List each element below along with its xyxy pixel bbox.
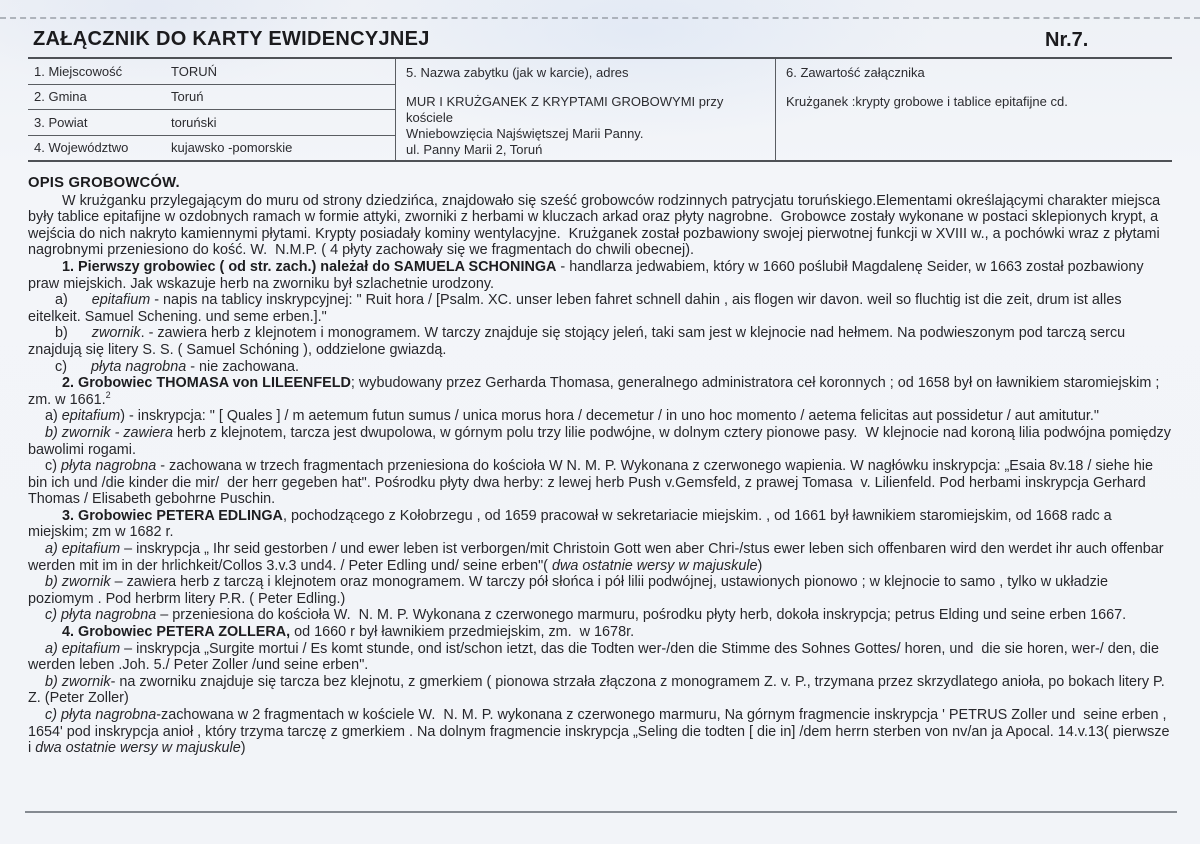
table-row: [28, 85, 395, 111]
document-body: [28, 175, 1174, 757]
text-run: a) epitafium: [45, 541, 121, 558]
field-value: kujawsko -pomorskie: [171, 140, 293, 156]
text-run: b): [55, 325, 92, 342]
section-heading: OPIS GROBOWCÓW.: [28, 175, 180, 191]
text-run: c) płyta nagrobna: [45, 607, 157, 624]
text-run: - na zworniku znajduje się tarcza bez klejnotu, z gmerkiem ( pionowa strzała złączona z monogramem Z. v. P., trzymana przez skrzydlatego anioła, po bokach litery P. Z. (Peter Zoller): [28, 673, 1169, 707]
text-run: - zachowana w trzech fragmentach przeniesiona do kościoła W N. M. P. Wykonana z czerwonego wapienia. W nagłówku inskrypcja: „Esaia 8v.18 / siehe hie bin ich und /die kinder die mir/ der herr gegeben hat". Pośrodku płyty dwa herby: z lewej herb Push v.Gemsfeld, z prawej Tomasa v. Lilienfeld. Pod herbami inskrypcja Gerhard Thomas / Elisabeth gebohrne Puschin.: [28, 458, 1157, 508]
body-paragraph: [28, 508, 1174, 541]
body-paragraph: [28, 193, 1174, 259]
body-paragraph: [28, 359, 1174, 376]
text-run: 4. Grobowiec PETERA ZOLLERA,: [62, 624, 291, 641]
monument-label: 5. Nazwa zabytku (jak w karcie), adres: [406, 65, 629, 80]
text-run: ) - inskrypcja: " [ Quales ] / m aetemum futun sumus / unica morus hora / decemetur / in uno hoc momento / aetema felicitas aut possidetur / aut amitutur.": [120, 408, 1100, 425]
monument-value: [406, 94, 765, 158]
body-paragraph: [28, 607, 1174, 624]
text-run: . - zawiera herb z klejnotem i monogramem. W tarczy znajduje się stojący jeleń, taki sam jest w klejnocie nad hełmem. Na podwieszonym pod tarczą sercu znajdują się litery S. S. ( Samuel Schóning ), oddzielone gwiazdą.: [28, 325, 1130, 358]
scan-edge-dashed-line: [0, 17, 1200, 19]
body-paragraph: [28, 292, 1174, 325]
text-run: b) zwornik: [45, 673, 111, 690]
document-number: Nr.7.: [1045, 29, 1089, 51]
text-run: b) zwornik: [45, 574, 111, 591]
field-label: 1. Miejscowość: [34, 63, 123, 79]
text-run: b) zwornik - zawiera: [45, 424, 173, 441]
field-label: 3. Powiat: [34, 114, 88, 130]
text-run: dwa ostatnie wersy w majuskule: [35, 740, 241, 757]
text-run: od 1660 r był ławnikiem przedmiejskim, zm. w 1678r.: [290, 624, 635, 641]
body-paragraph: [28, 259, 1174, 292]
body-paragraph: [28, 624, 1174, 641]
text-run: płyta nagrobna: [90, 358, 187, 375]
text-run: a) epitafium: [45, 640, 121, 657]
text-run: – inskrypcja „Surgite mortui / Es komt stunde, ond ist/schon ietzt, das die Todten wer-/den die Stimme des Sohnes Gottes/ horen, und die sie horen, wer-/ den, die werden leben .Joh. 5./ Peter Zoller /und seine erben".: [28, 640, 1163, 674]
body-paragraph: [28, 574, 1174, 607]
body-paragraph: [28, 425, 1174, 458]
body-paragraph: [28, 707, 1174, 757]
text-run: dwa ostatnie wersy w majuskule: [551, 557, 758, 574]
text-run: 2: [105, 389, 111, 400]
body-paragraph: [28, 458, 1174, 508]
text-run: 2. Grobowiec THOMASA von LILEENFELD: [62, 375, 351, 392]
text-run: c) płyta nagrobna: [45, 707, 157, 723]
text-run: 1. Pierwszy grobowiec ( od str. zach.) należał do SAMUELA SCHONINGA: [62, 258, 557, 275]
scan-bottom-line: [25, 811, 1177, 813]
monument-name-line1: MUR I KRUŻGANEK Z KRYPTAMI GROBOWYMI przy kościele: [406, 94, 724, 125]
table-row: [28, 136, 395, 161]
text-run: ): [757, 557, 763, 574]
body-paragraph: [28, 541, 1174, 574]
text-run: -zachowana w 2 fragmentach w kościele W. N. M. P. wykonana z czerwonego marmuru, Na górnym fragmencie inskrypcja ' PETRUS Zoller und seine erben , 1654' pod inskrypcja anioł , który trzyma tarczę z gmerkiem . Na dolnym fragmencie inskrypcja „Seling die todten [ die in] /dem herrn sterben von nv/an ja Apocal. 14.v.13( pierwsze i: [28, 707, 1174, 757]
text-run: c): [45, 458, 61, 475]
text-run: - napis na tablicy inskrypcyjnej: " Ruit hora / [Psalm. XC. unser leben fahret schnell dahin , ais flogen wir davon. weil so fluchtig ist die zeit, drum ist alles eitelkeit. Samuel Schening. und seme erben.].": [28, 292, 1126, 325]
text-run: – zawiera herb z tarczą i klejnotem oraz monogramem. W tarczy pół słońca i pół lilii podwójnej, ustawionych pionowo ; w klejnocie to samo , tylko w układzie poziomym . Pod herbrm litery P.R. ( Peter Edling.): [28, 574, 1112, 607]
header-table: [28, 57, 1172, 162]
text-run: , pochodzącego z Kołobrzegu , od 1659 pracował w sekretariacie miejskim. , od 1661 był ławnikiem staromiejskim, od 1668 radc a miejskim; zm w 1682 r.: [28, 507, 1116, 541]
text-run: epitafium: [91, 292, 151, 309]
text-run: ; wybudowany przez Gerharda Thomasa, generalnego administratora ceł koronnych ; od 1658 był on ławnikiem staromiejskim ; zm. w 1661.: [28, 375, 1164, 408]
monument-name-line2: Wniebowzięcia Najświętszej Marii Panny.: [406, 126, 644, 141]
text-run: herb z klejnotem, tarcza jest dwupolowa, w górnym polu trzy lilie podwójne, w dolnym cztery pionowe pasy. W klejnocie nad koroną lilia podwójna pomiędzy bawolimi rogami.: [28, 424, 1175, 458]
body-paragraph: [28, 375, 1174, 408]
text-run: płyta nagrobna: [61, 458, 157, 475]
header-table-left: [28, 59, 395, 160]
text-run: – inskrypcja „ Ihr seid gestorben / und ewer leben ist verborgen/mit Christoin Gott wen aber Chri-/stus ewer leben sich offenbaren wird den werdet ihr auch offenbar werden mit im in der hrlichkeit/Collos 3.v.3 und4. / Peter Edling und/ seine erben"(: [28, 541, 1168, 574]
text-run: zwornik: [91, 325, 141, 342]
text-run: 3. Grobowiec PETERA EDLINGA: [62, 507, 283, 524]
field-value: Toruń: [171, 89, 204, 105]
text-run: c): [55, 358, 91, 375]
body-paragraph: [28, 641, 1174, 674]
attachment-contents-value: Krużganek :krypty grobowe i tablice epitafijne cd.: [786, 94, 1068, 109]
table-row: [28, 110, 395, 136]
body-paragraphs: [28, 193, 1174, 757]
attachment-contents-section: [775, 59, 1172, 160]
field-value: TORUŃ: [171, 63, 217, 79]
field-value: toruński: [171, 114, 217, 130]
text-run: – przeniesiona do kościoła W. N. M. P. Wykonana z czerwonego marmuru, pośrodku płyty herb, dokoła inskrypcja; petrus Elding und seine erben 1667.: [156, 607, 1127, 624]
text-run: - nie zachowana.: [186, 358, 299, 375]
body-paragraph: [28, 408, 1174, 425]
text-run: a): [45, 408, 62, 425]
text-run: W krużganku przylegającym do muru od strony dziedzińca, znajdowało się sześć grobowców rodzinnych patrycjatu toruńskiego.Elementami określającymi charakter miejsca były tablice epitafijne w ozdobnych ramach w formie attyki, zworniki z herbami w kluczach arkad oraz płyty nagrobne. Grobowce zostały wykonane w postaci sklepionych krypt, a wejścia do nich nakryto kamiennymi płytami. Krypty posiadały kominy wentylacyjne. Krużganek został pozbawiony swojej pierwotnej funkcji w XVIII w., a pochówki wraz z płytami nagrobnymi przeniesiono do kość. W. N.M.P. ( 4 płyty zachowały się we fragmentach do chwili obecnej).: [28, 192, 1165, 259]
text-run: - handlarza jedwabiem, który w 1660 poślubił Magdalenę Seider, w 1663 został pozbawiony praw miejskich. Jak wskazuje herb na zworniku był szlachetnie urodzony.: [28, 258, 1148, 292]
text-run: a): [55, 292, 92, 309]
body-paragraph: [28, 325, 1174, 358]
field-label: 2. Gmina: [34, 89, 87, 105]
monument-address: ul. Panny Marii 2, Toruń: [406, 142, 543, 157]
table-row: [28, 59, 395, 85]
monument-section: [395, 59, 775, 160]
text-run: epitafium: [61, 408, 121, 425]
page-title: ZAŁĄCZNIK DO KARTY EWIDENCYJNEJ: [33, 28, 430, 50]
text-run: ): [240, 740, 246, 757]
field-label: 4. Województwo: [34, 140, 129, 156]
attachment-contents-label: 6. Zawartość załącznika: [786, 65, 925, 80]
body-paragraph: [28, 674, 1174, 707]
